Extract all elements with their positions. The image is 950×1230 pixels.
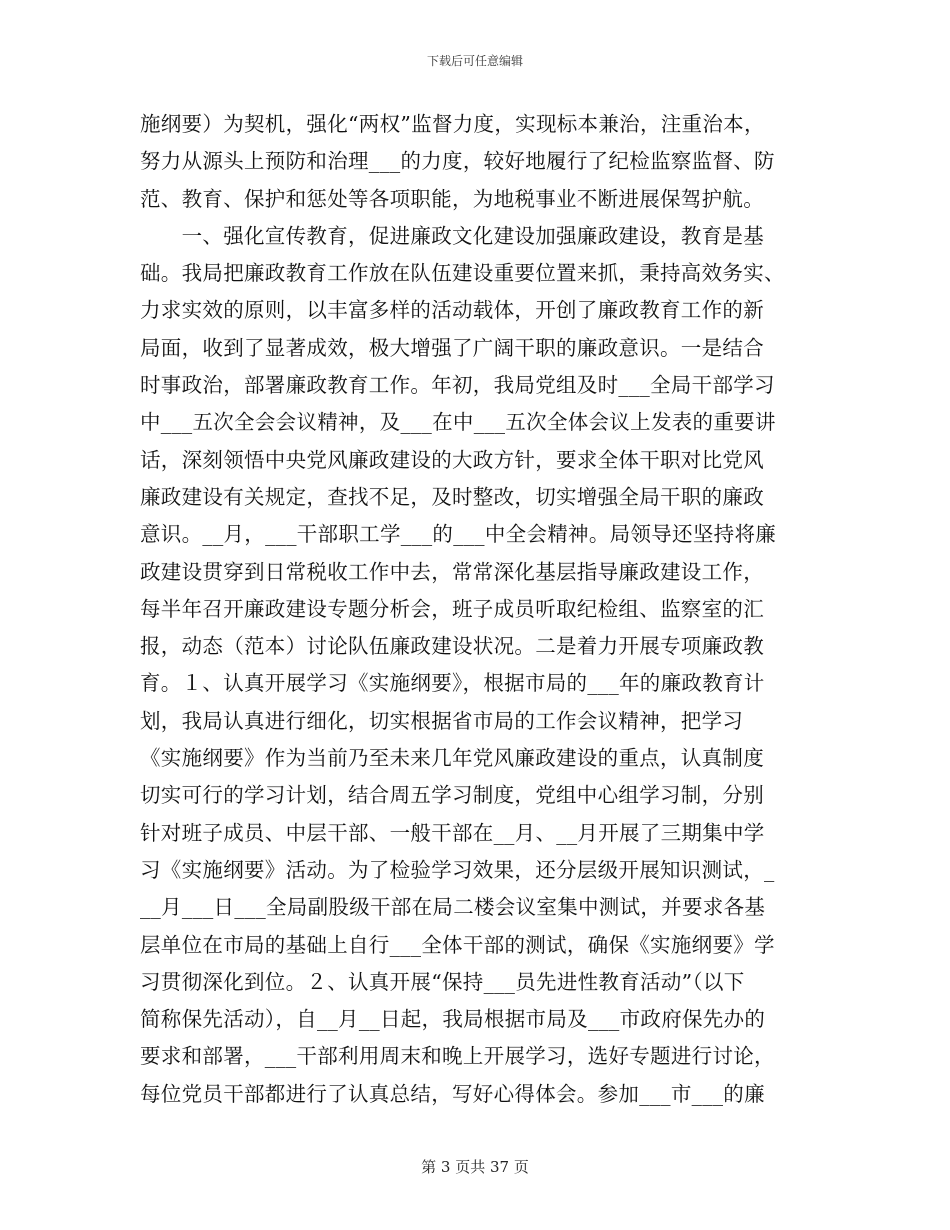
text-line: 础。我局把廉政教育工作放在队伍建设重要位置来抓，秉持高效务实、 [140,261,785,286]
text-line: 习贯彻深化到位。２、认真开展“保持___员先进性教育活动”（以下 [140,969,745,994]
text-line: 政建设贯穿到日常税收工作中去，常常深化基层指导廉政建设工作， [140,559,764,584]
text-line: 施纲要）为契机，强化“两权”监督力度，实现标本兼治，注重治本， [140,112,765,136]
text-line: 廉政建设有关规定，查找不足，及时整改，切实增强全局干职的廉政 [140,484,764,509]
text-line: 划，我局认真进行细化，切实根据省市局的工作会议精神，把学习 [140,708,744,733]
text-line: 报，动态（范本）讨论队伍廉政建设状况。二是着力开展专项廉政教 [140,634,764,659]
text-line: 范、教育、保护和惩处等各项职能，为地税事业不断进展保驾护航。 [140,186,764,211]
text-line: 育。１、认真开展学习《实施纲要》，根据市局的___年的廉政教育计 [140,671,765,696]
document-body [140,106,820,1113]
text-line: 针对班子成员、中层干部、一般干部在__月、__月开展了三期集中学 [140,820,765,845]
text-line: 层单位在市局的基础上自行___全体干部的测试，确保《实施纲要》学 [140,932,775,957]
text-line: 每半年召开廉政建设专题分析会，班子成员听取纪检组、监察室的汇 [140,596,764,621]
text-line: 要求和部署，___干部利用周末和晚上开展学习，选好专题进行讨论， [140,1044,775,1069]
text-line: 简称保先活动），自__月__日起，我局根据市局及___市政府保先办的 [140,1007,766,1032]
text-line: __月___日___全局副股级干部在局二楼会议室集中测试，并要求各基 [140,895,766,920]
page-header: 下载后可任意编辑 [426,54,523,68]
text-line: 力求实效的原则，以丰富多样的活动载体，开创了廉政教育工作的新 [140,298,764,323]
text-line: 一、强化宣传教育，促进廉政文化建设加强廉政建设，教育是基 [140,223,764,248]
text-line: 意识。__月，___干部职工学___的___中全会精神。局领导还坚持将廉 [140,522,777,547]
text-line: 时事政治，部署廉政教育工作。年初，我局党组及时___全局干部学习 [140,373,775,398]
text-line: 每位党员干部都进行了认真总结，写好心得体会。参加___市___的廉 [140,1081,765,1106]
text-line: 习《实施纲要》活动。为了检验学习效果，还分层级开展知识测试，_ [140,857,775,882]
text-line: 努力从源头上预防和治理___的力度，较好地履行了纪检监察监督、防 [140,149,775,174]
text-line: 话，深刻领悟中央党风廉政建设的大政方针，要求全体干职对比党风 [140,447,764,472]
text-line: 《实施纲要》作为当前乃至未来几年党风廉政建设的重点，认真制度 [140,746,764,771]
text-line: 切实可行的学习计划，结合周五学习制度，党组中心组学习制，分别 [140,783,764,808]
text-line: 中___五次全会会议精神，及___在中___五次全体会议上发表的重要讲 [140,410,776,435]
text-line: 局面，收到了显著成效，极大增强了广阔干职的廉政意识。一是结合 [140,335,764,360]
page-number-footer: 第 3 页共 37 页 [421,1158,529,1176]
